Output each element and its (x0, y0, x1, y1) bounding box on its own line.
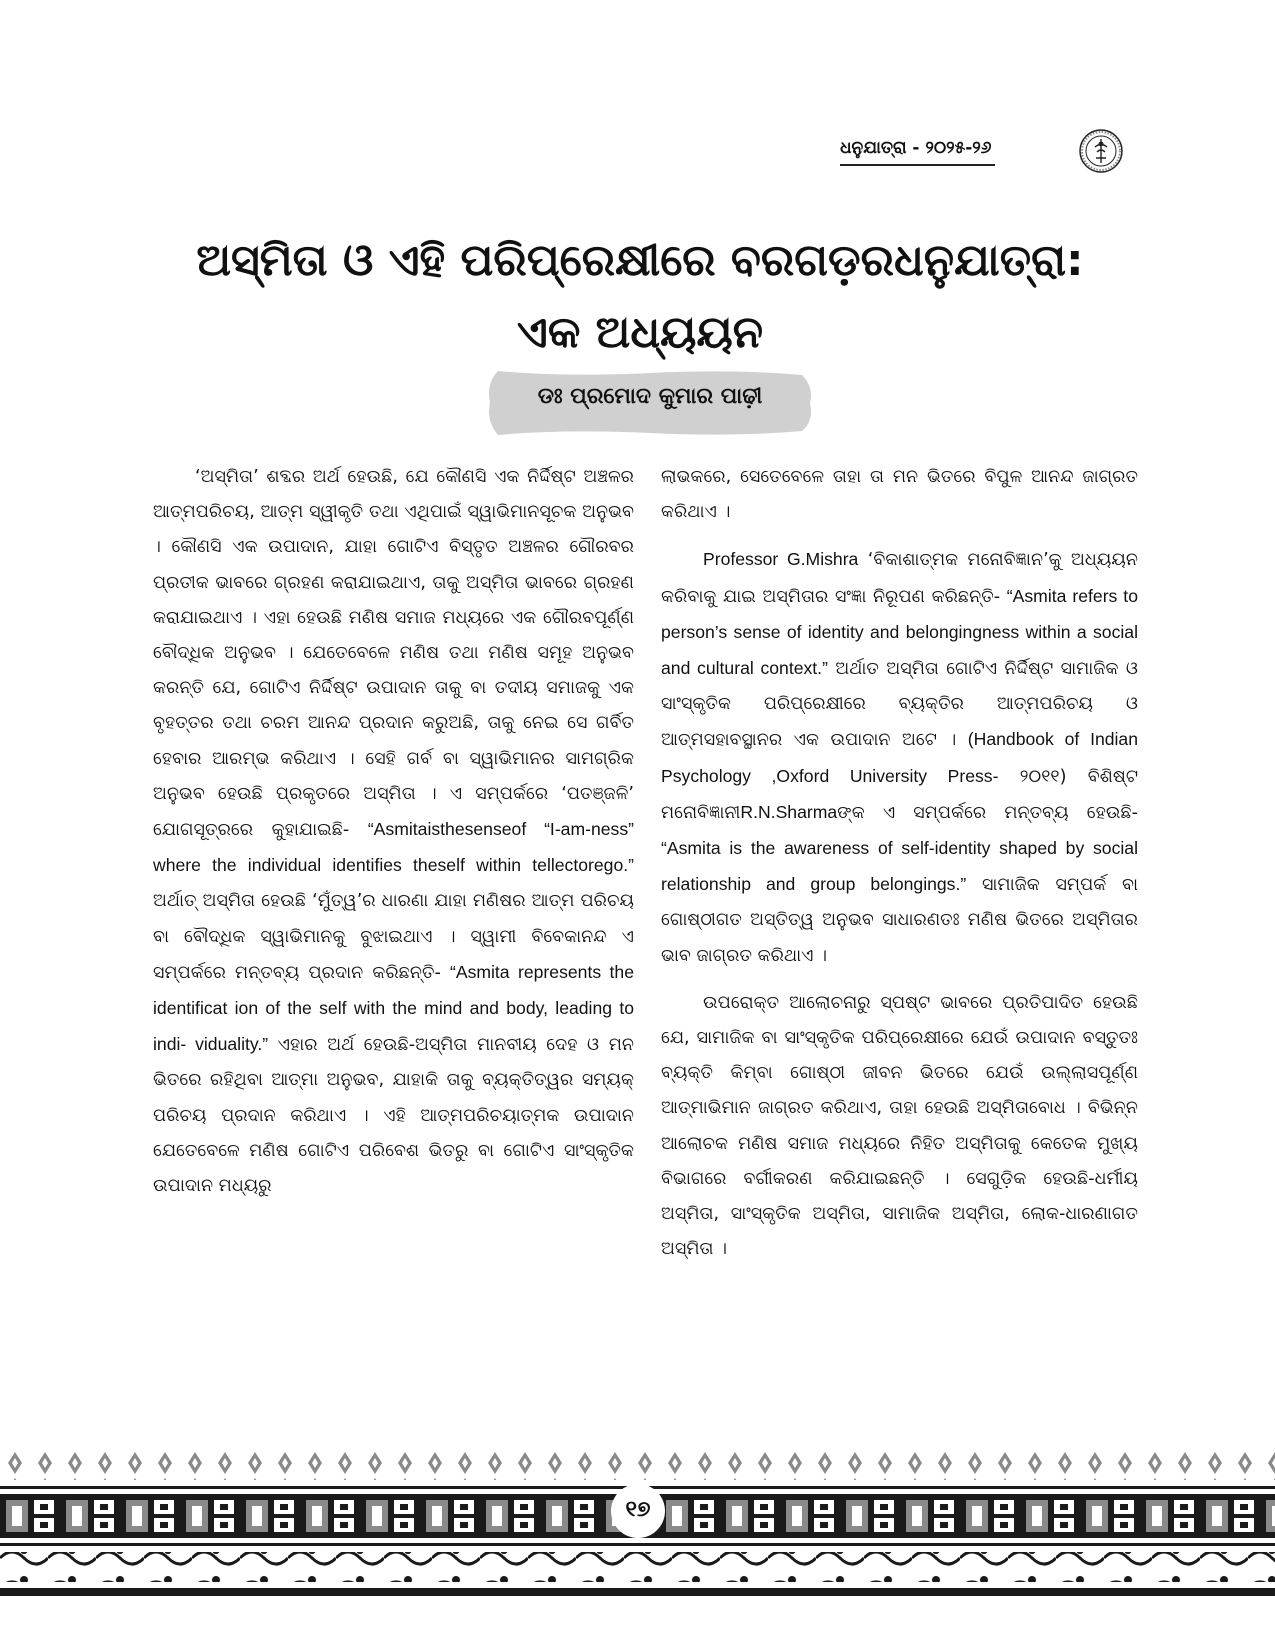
paragraph: ଉପରୋକ୍ତ ଆଲୋଚନାରୁ ସ୍ପଷ୍ଟ ଭାବରେ ପ୍ରତିପାଦିତ ହେଉଛି ଯେ, ସାମାଜିକ ବା ସାଂସ୍କୃତିକ ପରିପ୍ରେକ୍ଷୀରେ ଯେଉଁ ଉପାଦାନ ବସ୍ତୁତଃ ବ୍ୟକ୍ତି କିମ୍ବା ଗୋଷ୍ଠୀ ଜୀବନ ଭିତରେ ଯେଉଁ ଉଲ୍ଲାସପୂର୍ଣ୍ଣ ଆତ୍ମାଭିମାନ ଜାଗ୍ରତ କରିଥାଏ, ତାହା ହେଉଛି ଅସ୍ମିତାବୋଧ । ବିଭିନ୍ନ ଆଲୋଚକ ମଣିଷ ସମାଜ ମଧ୍ୟରେ ନିହିତ ଅସ୍ମିତାକୁ କେତେକ ମୁଖ୍ୟ ବିଭାଗରେ ବର୍ଗୀକରଣ କରିଯାଇଛନ୍ତି । ସେଗୁଡ଼ିକ ହେଉଛି-ଧର୍ମୀୟ ଅସ୍ମିତା, ସାଂସ୍କୃତିକ ଅସ୍ମିତା, ସାମାଜିକ ଅସ୍ମିତା, ଲୋକ-ଧାରଣାଗତ ଅସ୍ମିତା । (661, 992, 1138, 1260)
title-line-1: ଅସ୍ମିତା ଓ ଏହି ପରିପ୍ରେକ୍ଷୀରେ ବରଗଡ଼ରଧନୁଯାତ୍ରା: (196, 235, 1084, 286)
body-text: ‘ଅସ୍ମିତା’ ଶବ୍ଦର ଅର୍ଥ ହେଉଛି, ଯେ କୌଣସି ଏକ ନିର୍ଦ୍ଦିଷ୍ଟ ଅଞ୍ଚଳର ଆତ୍ମପରିଚୟ, ଆତ୍ମ ସ୍ୱୀକୃତି ତଥା ଏଥିପାଇଁ ସ୍ୱାଭିମାନସୂଚକ ଅନୁଭବ । କୌଣସି ଏକ ଉପାଦାନ, ଯାହା ଗୋଟିଏ ବିସ୍ତୃତ ଅଞ୍ଚଳର ଗୌରବର ପ୍ରତୀକ ଭାବରେ ଗ୍ରହଣ କରାଯାଇଥାଏ, ତାକୁ ଅସ୍ମିତା ଭାବରେ ଗ୍ରହଣ କରାଯାଇଥାଏ । ଏହା ହେଉଛି ମଣିଷ ସମାଜ ମଧ୍ୟରେ ଏକ ଗୌରବପୂର୍ଣ୍ଣ ବୌଦ୍ଧିକ ଅନୁଭବ । ଯେତେବେଳେ ମଣିଷ ତଥା ମଣିଷ ସମୂହ ଅନୁଭବ କରନ୍ତି ଯେ, ଗୋଟିଏ ନିର୍ଦ୍ଦିଷ୍ଟ ଉପାଦାନ ତାକୁ ବା ତଦୀୟ ସମାଜକୁ ଏକ ବୃହତ୍ତର ତଥା ଚରମ ଆନନ୍ଦ ପ୍ରଦାନ କରୁଅଛି, ତାକୁ ନେଇ ସେ ଗର୍ବିତ ହେବାର ଆରମ୍ଭ କରିଥାଏ । ସେହି ଗର୍ବ ବା ସ୍ୱାଭିମାନର ସାମଗ୍ରିକ ଅନୁଭବ ହେଉଛି ପ୍ରକୃତରେ ଅସ୍ମିତା । ଏ ସମ୍ପର୍କରେ ‘ପତଞ୍ଜଳି’ ଯୋଗସୂତ୍ରରେ କୁହାଯାଇଛି- (153, 467, 634, 841)
body-text: ଅର୍ଥାତ୍ ଅସ୍ମିତା ହେଉଛି ‘ମୁଁତ୍ୱ’ର ଧାରଣା ଯାହା ମଣିଷର ଆତ୍ମ ପରିଚୟ ବା ବୌଦ୍ଧିକ ସ୍ୱାଭିମାନକୁ ବୁଝାଇଥାଏ । ସ୍ୱାମୀ ବିବେକାନନ୍ଦ ଏ ସମ୍ପର୍କରେ ମନ୍ତବ୍ୟ ପ୍ରଦାନ କରିଛନ୍ତି- (153, 891, 634, 983)
body-text: ୨୦୧୧) ବିଶିଷ୍ଟ ମନୋବିଜ୍ଞାନୀ (661, 766, 1139, 823)
left-column (153, 460, 634, 1204)
title-line-2: ଏକ ଅଧ୍ୟୟନ (516, 307, 764, 358)
paragraph (661, 542, 1138, 973)
page-number: ୧୭ (625, 1497, 651, 1522)
decorative-footer-border (0, 1450, 1275, 1650)
running-title: ଧନୁଯାତ୍ରା - ୨୦୨୫-୨୬ (840, 138, 992, 158)
body-text: ଙ୍କ ଏ ସମ୍ପର୍କରେ ମନ୍ତବ୍ୟ ହେଉଛି- (837, 802, 1138, 823)
quote-mishra: “Asmita refers to person’s sense of identity and belongingness within a social and cultural context.” (661, 585, 1138, 679)
body-text: ‘ବିକାଶାତ୍ମକ ମନୋବିଜ୍ଞାନ’କୁ ଅଧ୍ୟୟନ କରିବାକୁ ଯାଇ ଅସ୍ମିତାର ସଂଜ୍ଞା ନିରୂପଣ କରିଛନ୍ତି- (661, 550, 1138, 607)
body-text: ଅର୍ଥାତ ଅସ୍ମିତା ଗୋଟିଏ ନିର୍ଦ୍ଦିଷ୍ଟ ସାମାଜିକ ଓ ସାଂସ୍କୃତିକ ପରିପ୍ରେକ୍ଷୀରେ ବ୍ୟକ୍ତିର ଆତ୍ମପରିଚୟ ଓ ଆତ୍ମସହାବସ୍ଥାନର ଏକ ଉପାଦାନ ଅଟେ । (661, 659, 1138, 751)
quote-vivekananda: “Asmita represents the identificat ion of the self with the mind and body, leading to indi- viduality.” (153, 961, 634, 1055)
paragraph (153, 460, 634, 1204)
college-seal-icon (1078, 128, 1124, 174)
body-text: ସାମାଜିକ ସମ୍ପର୍କ ବା ଗୋଷ୍ଠୀଗତ ଅସ୍ତିତ୍ୱ ଅନୁଭବ ସାଧାରଣତଃ ମଣିଷ ଭିତରେ ଅସ୍ମିତାର ଭାବ ଜାଗ୍ରତ କରିଥାଏ । (661, 875, 1138, 966)
citation: (Handbook of Indian Psychology ,Oxford University Press- (661, 729, 1139, 786)
paragraph: ଲାଭକରେ, ସେତେବେଳେ ତାହା ତା ମନ ଭିତରେ ବିପୁଳ ଆନନ୍ଦ ଜାଗ୍ରତ କରିଥାଏ । (661, 467, 1138, 523)
running-header (840, 138, 991, 158)
quote-sharma: “Asmita is the awareness of self-identity shaped by social relationship and group belongings.” (661, 838, 1138, 895)
quote-patanjali: “Asmitaisthesenseof “I-am-ness” where the individual identifies theself within tellectorego.” (153, 819, 634, 876)
right-column (661, 460, 1138, 1267)
body-text: ଏହାର ଅର୍ଥ ହେଉଛି-ଅସ୍ମିତା ମାନବୀୟ ଦେହ ଓ ମନ ଭିତରେ ରହିଥିବା ଆତ୍ମା ଅନୁଭବ, ଯାହାକି ତାକୁ ବ୍ୟକ୍ତିତ୍ୱର ସମ୍ୟକ୍ ପରିଚୟ ପ୍ରଦାନ କରିଥାଏ । ଏହି ଆତ୍ମପରିଚୟାତ୍ମକ ଉପାଦାନ ଯେତେବେଳେ ମଣିଷ ଗୋଟିଏ ପରିବେଶ ଭିତରୁ ବା ଗୋଟିଏ ସାଂସ୍କୃତିକ ଉପାଦାନ ମଧ୍ୟରୁ (153, 1035, 634, 1197)
author-name: ଡଃ ପ୍ରମୋଦ କୁମାର ପାଢ଼ୀ (537, 384, 763, 409)
header-underline (840, 164, 995, 166)
author-reference: Professor G.Mishra (703, 549, 859, 570)
author-reference: R.N.Sharma (740, 801, 838, 822)
article-title (120, 225, 1160, 369)
